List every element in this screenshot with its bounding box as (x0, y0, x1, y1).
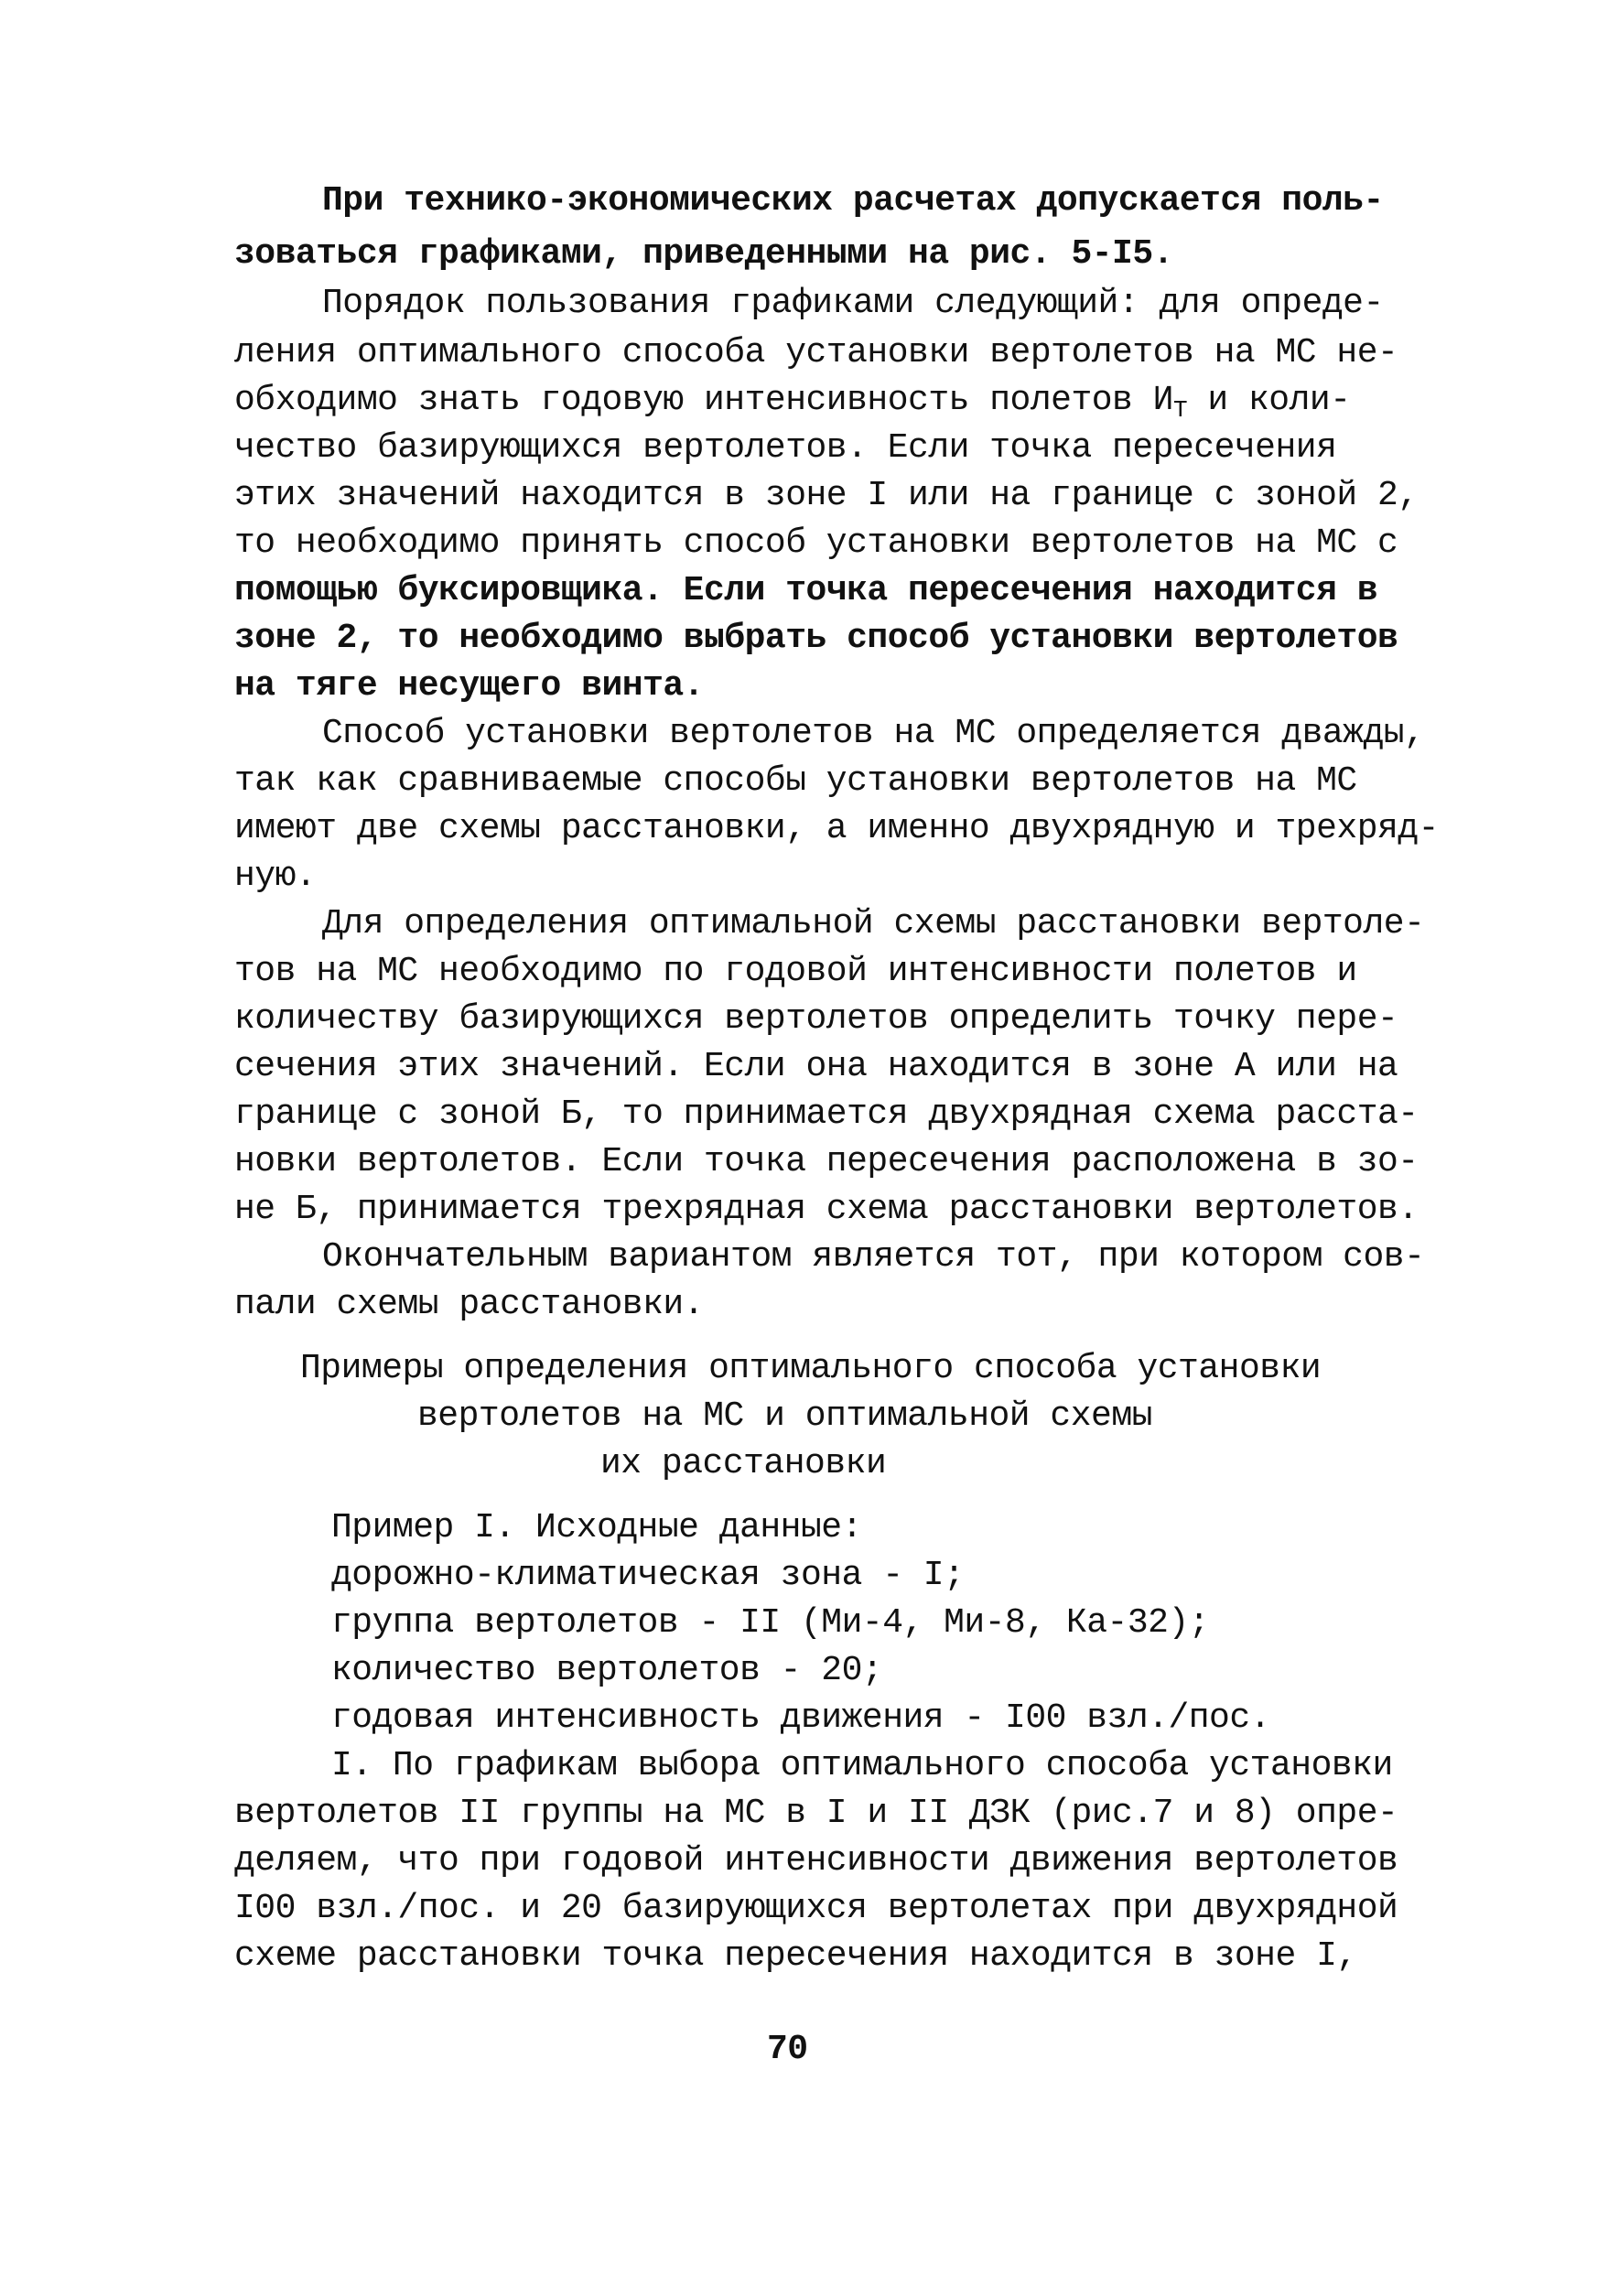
text-line-29: схеме расстановки точка пересечения находится в зоне I, (234, 1936, 1357, 1976)
text-line-4: ления оптимального способа установки вертолетов на МС не- (234, 333, 1398, 372)
text-line-6: чество базирующихся вертолетов. Если точка пересечения (234, 428, 1337, 468)
text-line-8: то необходимо принять способ установки вертолетов на МС с (234, 523, 1398, 563)
text-line-10: зоне 2, то необходимо выбрать способ установки вертолетов (234, 619, 1398, 658)
text-line-11: на тяге несущего винта. (234, 666, 704, 706)
heading-line-1: Примеры определения оптимального способа установки (300, 1349, 1322, 1388)
text-line-17: тов на МС необходимо по годовой интенсивности полетов и (234, 952, 1357, 991)
text-line-9: помощью буксировщика. Если точка пересечения находится в (234, 571, 1378, 610)
text-line-15: ную. (234, 857, 317, 896)
text-line-26: вертолетов II группы на МС в I и II ДЗК (рис.7 и 8) опре- (234, 1794, 1398, 1833)
text-line-1: При технико-экономических расчетах допускается поль- (322, 181, 1384, 221)
text-line-13: так как сравниваемые способы установки вертолетов на МС (234, 761, 1357, 801)
text-line-27: деляем, что при годовой интенсивности движения вертолетов (234, 1841, 1398, 1881)
example-zone: дорожно-климатическая зона - I; (331, 1556, 965, 1595)
text-line-12: Способ установки вертолетов на МС определяется дважды, (322, 714, 1425, 753)
text-line-7: этих значений находится в зоне I или на границе с зоной 2, (234, 476, 1419, 515)
text-line-3: Порядок пользования графиками следующий: для опреде- (322, 284, 1384, 323)
text-line-24: пали схемы расстановки. (234, 1285, 704, 1324)
example-group: группа вертолетов - II (Ми-4, Ми-8, Ка-32); (331, 1603, 1210, 1643)
text-line-14: имеют две схемы расстановки, а именно двухрядную и трехряд- (234, 809, 1439, 848)
text-line-23: Окончательным вариантом является тот, при котором сов- (322, 1237, 1425, 1277)
text-line-19: сечения этих значений. Если она находится в зоне А или на (234, 1047, 1398, 1086)
text-line-21: новки вертолетов. Если точка пересечения расположена в зо- (234, 1142, 1419, 1181)
text-line-28: I00 взл./пос. и 20 базирующихся вертолетах при двухрядной (234, 1889, 1398, 1928)
text-line-16: Для определения оптимальной схемы расстановки вертоле- (322, 904, 1425, 943)
text-line-5-end: и коли- (1187, 381, 1351, 420)
text-line-5-start: обходимо знать годовую интенсивность полетов И (234, 381, 1173, 420)
text-line-2: зоваться графиками, приведенными на рис. 5-I5. (234, 234, 1173, 274)
subscript-t: Т (1172, 396, 1188, 424)
text-line-5 (234, 379, 1351, 423)
example-count: количество вертолетов - 20; (331, 1651, 883, 1690)
example-title: Пример I. Исходные данные: (331, 1508, 862, 1547)
text-line-18: количеству базирующихся вертолетов определить точку пере- (234, 999, 1398, 1039)
text-line-20: границе с зоной Б, то принимается двухрядная схема расста- (234, 1094, 1419, 1134)
text-line-22: не Б, принимается трехрядная схема расстановки вертолетов. (234, 1190, 1419, 1229)
heading-line-2: вертолетов на МС и оптимальной схемы (417, 1396, 1152, 1436)
page-number: 70 (767, 2030, 808, 2069)
text-line-25: I. По графикам выбора оптимального способа установки (331, 1746, 1393, 1785)
heading-line-3: их расстановки (600, 1444, 887, 1483)
example-intensity: годовая интенсивность движения - I00 взл./пос. (331, 1698, 1270, 1738)
